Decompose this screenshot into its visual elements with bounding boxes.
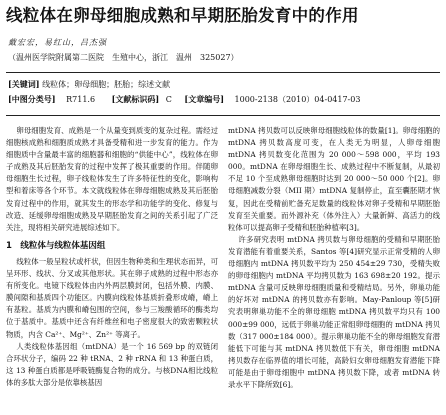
keywords-text: 线粒体；卵母细胞；胚胎；综述文献 bbox=[42, 80, 171, 89]
keywords-label: [关键词] bbox=[8, 79, 40, 89]
body-rule bbox=[6, 115, 440, 116]
doc-code-value: C bbox=[165, 95, 172, 104]
left-column bbox=[6, 125, 218, 389]
authors: 戴宏宏，易红山，吕杰强 bbox=[8, 38, 107, 47]
clc-label: [中图分类号] bbox=[8, 94, 56, 104]
affiliation: （温州医学院附属第二医院 生殖中心，浙江 温州 325027） bbox=[8, 53, 239, 62]
keywords-line bbox=[8, 79, 170, 90]
right-column bbox=[228, 125, 440, 391]
header-rule bbox=[6, 72, 440, 73]
doc-code-label: [文献标识码] bbox=[111, 94, 160, 104]
body-paragraph: 人类线粒体基因组（mtDNA）是一个 16 569 bp 的双链闭合环状分子，编码 22 种 tRNA、2 种 rRNA 和 13 种蛋白质，这 13 种蛋白质都是呼吸链酶复合物的成分。与核DNA相比线粒体的多肽大部分是依靠核基因 bbox=[6, 341, 218, 387]
body-paragraph: mtDNA 拷贝数可以反映卵母细胞线粒体的数量[1]。卵母细胞的 mtDNA 拷贝数高度可变，在人类无为明显，人卵母细胞 mtDNA 拷贝数变化范围为 20 000～598 000，平均 193 000。mtDNA 在卵母细胞生长、成熟过程中不断复制，从最初不足 10 个至成熟卵母细胞时达到 20 000～50 000 个[2]。卵母细胞减数分裂（MII 期）mtDNA 复制停止，直至囊胚期才恢复，因此在受精前贮备充足数量的线粒体对卵子受精和早期胚胎发育至关重要。而外源补充（体外注入）大量新鲜、高活力的线粒体可以提高卵子受精和胚胎种植率[3]。 bbox=[228, 126, 440, 232]
clc-value: R711.6 bbox=[66, 95, 96, 104]
body-paragraph: 许多研究表明 mtDNA 拷贝数与卵母细胞的受精和早期胚胎发育潜能有着重要关系，Santos 等[4]研究显示正常受精的人卵母细胞内 mtDNA 拷贝数平均为 250 454±29 730，受精失败的卵母细胞内 mtDNA 平均拷贝数为 163 698±20 192。提示 mtDNA 含量可反映卵母细胞质量和受精结局。另外，卵巢功能的好坏对 mtDNA 的拷贝数亦有影响。May-Panloup 等[5]研究表明卵巢功能不全的卵母细胞 mtDNA 拷贝数平均只有 100 000±99 000，远低于卵巢功能正常组卵母细胞的 mtDNA 拷贝数（317 000±184 000）。提示卵巢功能不全的卵母细胞发育潜能低下可能与其 mtDNA 拷贝数低下有关，卵母细胞 mtDNA 拷贝数存在临界值的增长可能，高龄妇女卵母细胞发育潜能下降可能是由于卵母细胞中 mtDNA 拷贝数下降，或者 mtDNA 转录水平下降所致[6]。 bbox=[228, 234, 440, 389]
body-paragraph: 线粒体一般呈粒状或杆状，但因生物种类和生理状态而异，可呈环形、线状、分叉或其他形状。其在卵子成熟的过程中形态亦有所变化。电镜下线粒体由内外两层膜封闭，包括外膜、内膜、膜间隙和基质四个功能区。内膜向线粒体基质折叠形成嵴，嵴上有基粒。基质为内膜和嵴包围的空间，参与三羧酸循环的酶类均位于基质中。基质中还含有纤维丝和电子密度很大的致密颗粒状物质，内含 Ca²⁺、Mg²⁺、Zn²⁺ 等离子。 bbox=[6, 256, 218, 339]
article-no-label: [文章编号] bbox=[184, 94, 224, 104]
paper-title: 线粒体在卵母细胞成熟和早期胚胎发育中的作用 bbox=[6, 6, 359, 25]
section-heading: 1 线粒体与线粒体基因组 bbox=[6, 240, 106, 251]
article-no-value: 1000-2138（2010）04-0417-03 bbox=[234, 95, 361, 104]
intro-paragraph: 卵母细胞发育、成熟是一个从量变到质变的复杂过程。需经过细胞核成熟和细胞质成熟才具备受精和进一步发育的能力。作为细胞质中含量最丰富的细胞器和细胞的“供能中心”，线粒体在卵子成熟及其后胚胎发育的过程中发挥了极其重要的作用。伴随卵母细胞生长过程，卵子线粒体发生了许多特征性的变化，影响构型和着床等各个环节。本文就线粒体在卵母细胞成熟及其后胚胎发育过程中的作用，就其发生的形态学和功能学的变化、修复与改造、延缓卵母细胞成熟及早期胚胎发育之间的关系引起了广泛关注，现将相关研究进展综述如下。 bbox=[6, 126, 218, 232]
classification-line bbox=[8, 94, 360, 105]
